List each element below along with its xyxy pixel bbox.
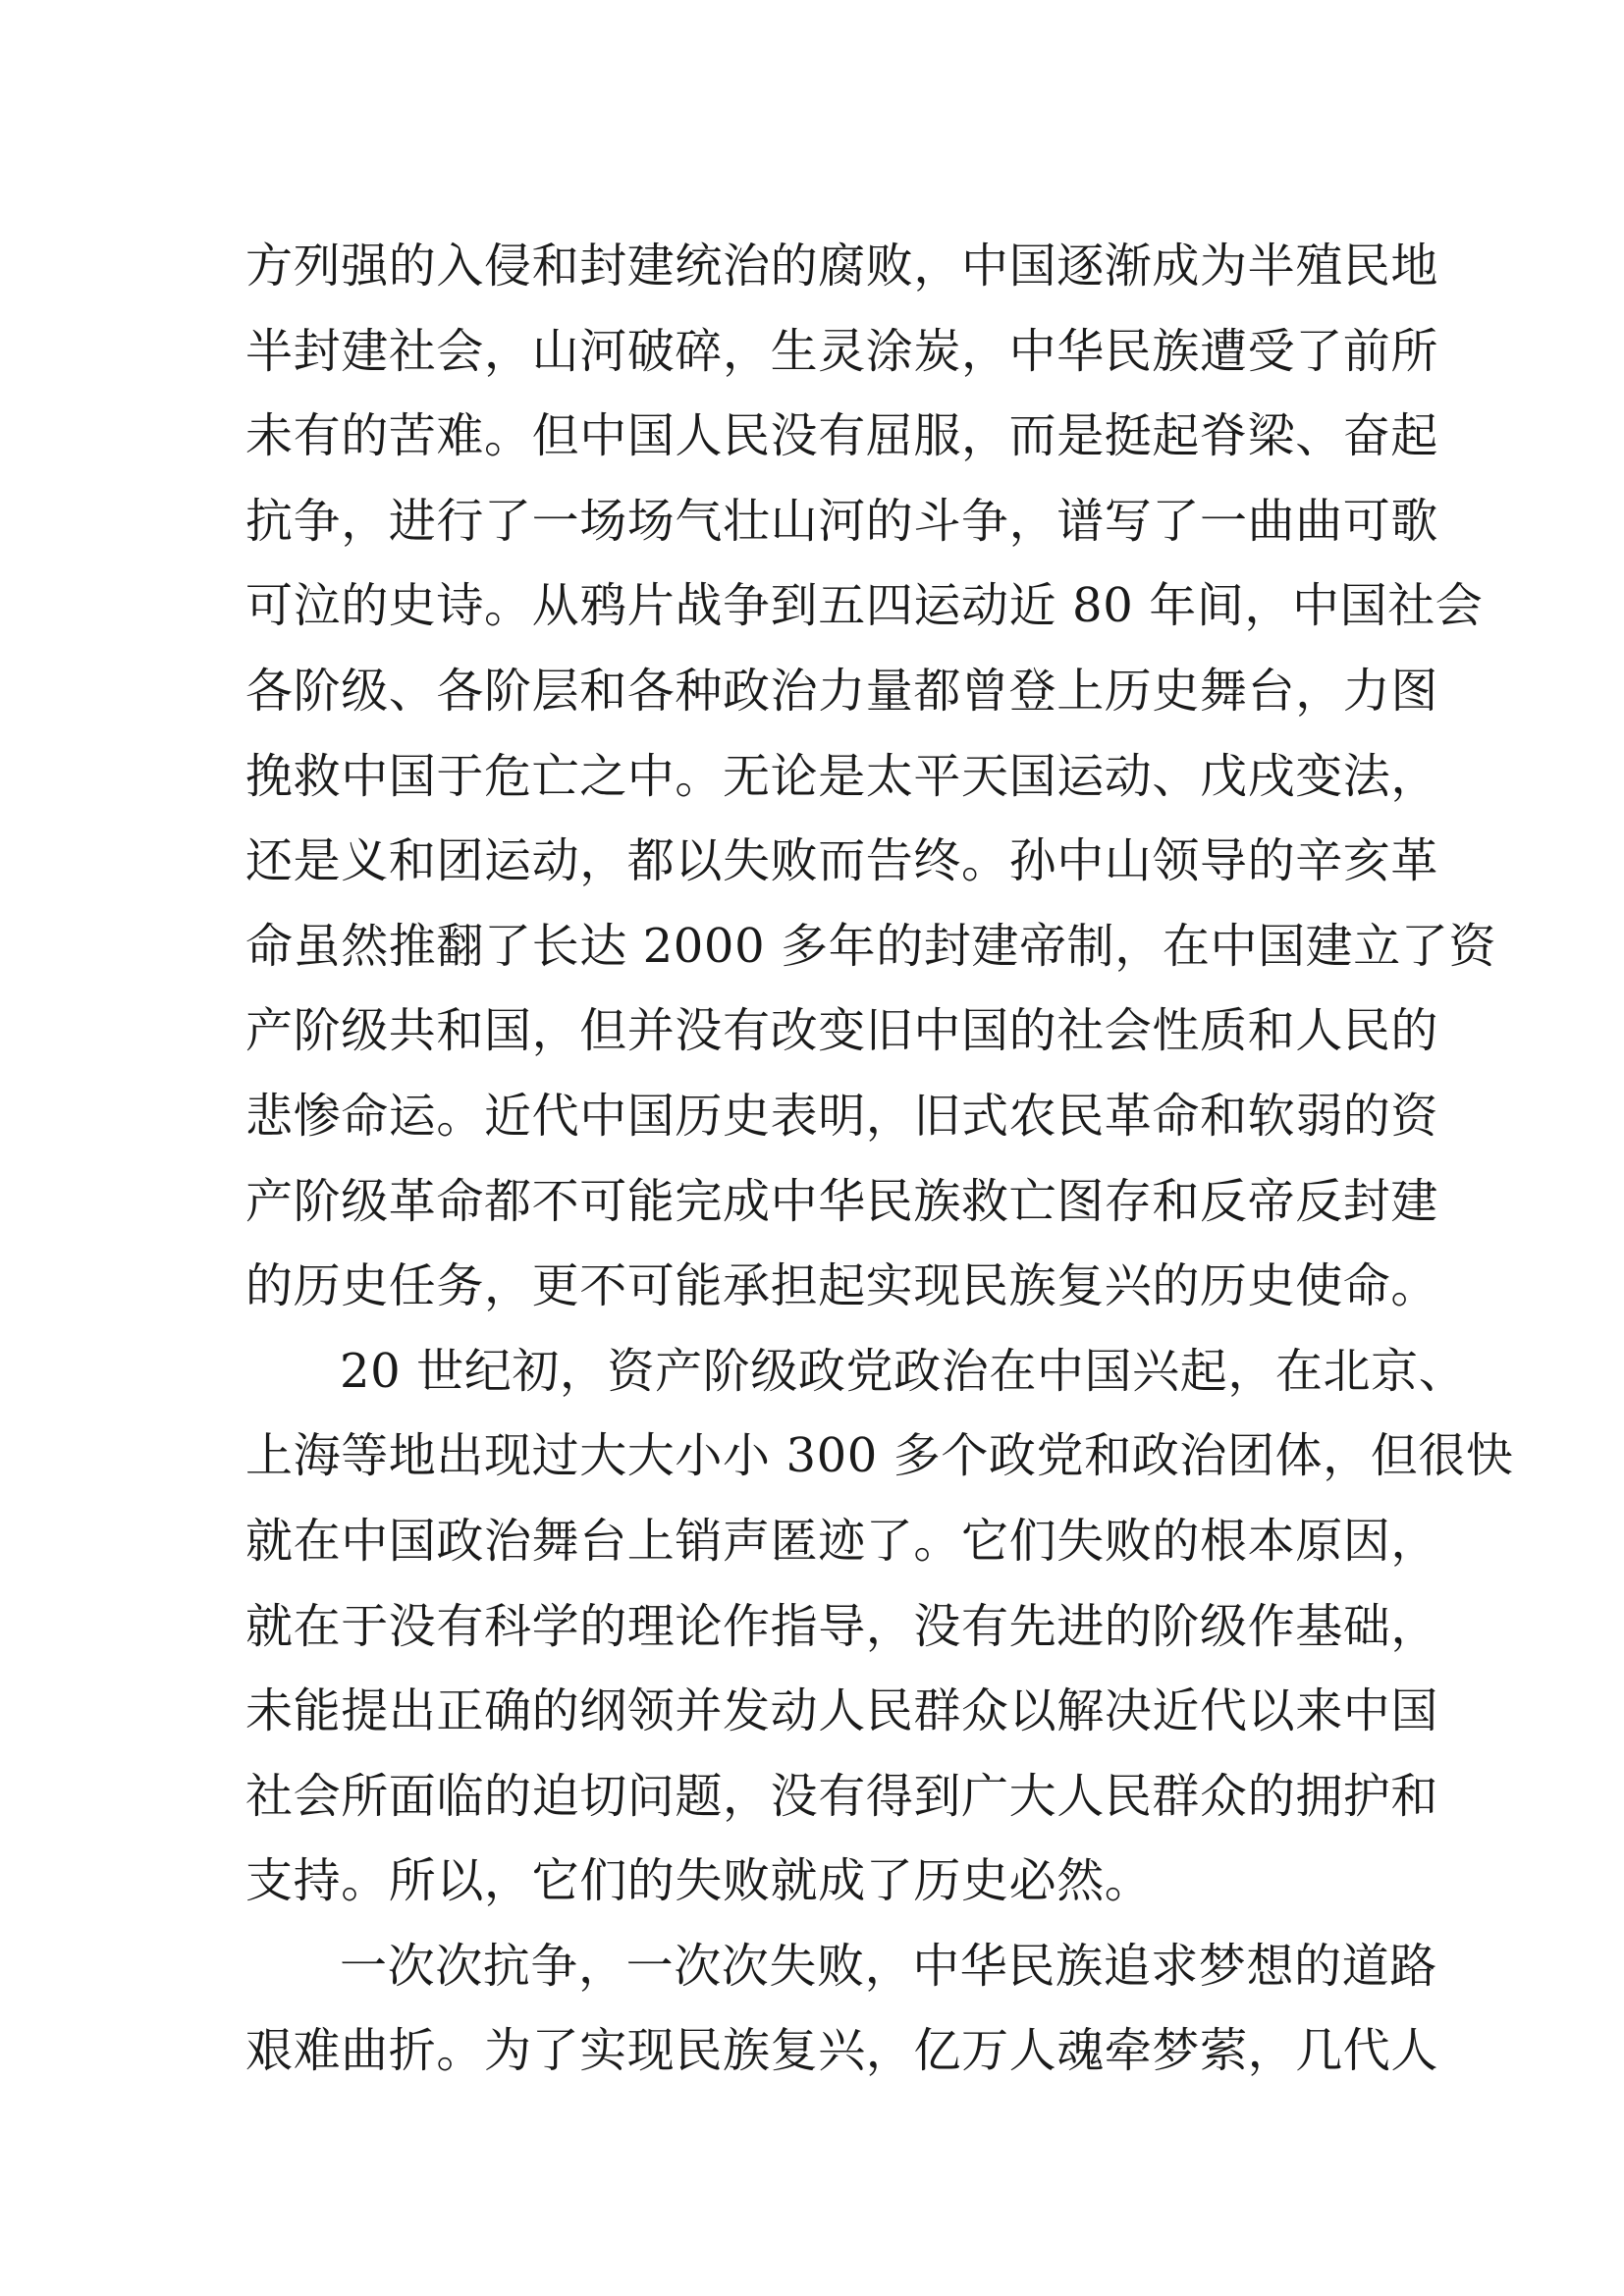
text-line: 可泣的史诗。从鸦片战争到五四运动近 80 年间，中国社会 <box>245 578 1484 634</box>
text-line: 抗争，进行了一场场气壮山河的斗争，谱写了一曲曲可歌 <box>245 493 1439 549</box>
text-line: 未能提出正确的纲领并发动人民群众以解决近代以来中国 <box>245 1683 1439 1739</box>
text-line: 就在于没有科学的理论作指导，没有先进的阶级作基础， <box>245 1598 1439 1654</box>
text-line: 的历史任务，更不可能承担起实现民族复兴的历史使命。 <box>245 1258 1439 1314</box>
text-line: 各阶级、各阶层和各种政治力量都曾登上历史舞台，力图 <box>245 663 1439 719</box>
text-line: 还是义和团运动，都以失败而告终。孙中山领导的辛亥革 <box>245 833 1439 889</box>
text-line: 命虽然推翻了长达 2000 多年的封建帝制，在中国建立了资 <box>245 918 1497 974</box>
paragraph-3 <box>245 1924 1439 2094</box>
paragraph-2 <box>245 1329 1514 1924</box>
text-line: 挽救中国于危亡之中。无论是太平天国运动、戊戌变法， <box>245 748 1439 804</box>
text-line: 支持。所以，它们的失败就成了历史必然。 <box>245 1853 1153 1909</box>
text-line: 社会所面临的迫切问题，没有得到广大人民群众的拥护和 <box>245 1768 1439 1824</box>
text-line: 产阶级共和国，但并没有改变旧中国的社会性质和人民的 <box>245 1003 1439 1059</box>
text-line: 悲惨命运。近代中国历史表明，旧式农民革命和软弱的资 <box>245 1088 1439 1144</box>
text-line: 产阶级革命都不可能完成中华民族救亡图存和反帝反封建 <box>245 1173 1439 1229</box>
body-text <box>245 224 1514 2094</box>
text-line: 未有的苦难。但中国人民没有屈服，而是挺起脊梁、奋起 <box>245 408 1439 464</box>
text-line: 就在中国政治舞台上销声匿迹了。它们失败的根本原因， <box>245 1513 1439 1569</box>
text-line: 上海等地出现过大大小小 300 多个政党和政治团体，但很快 <box>245 1428 1514 1484</box>
text-line: 方列强的入侵和封建统治的腐败，中国逐渐成为半殖民地 <box>245 239 1439 294</box>
paragraph-1 <box>245 224 1497 1329</box>
text-line: 一次次抗争，一次次失败，中华民族追求梦想的道路 <box>340 1938 1437 1994</box>
text-line: 艰难曲折。为了实现民族复兴，亿万人魂牵梦萦，几代人 <box>245 2023 1439 2079</box>
text-line: 20 世纪初，资产阶级政党政治在中国兴起，在北京、 <box>340 1343 1467 1399</box>
text-line: 半封建社会，山河破碎，生灵涂炭，中华民族遭受了前所 <box>245 323 1439 379</box>
